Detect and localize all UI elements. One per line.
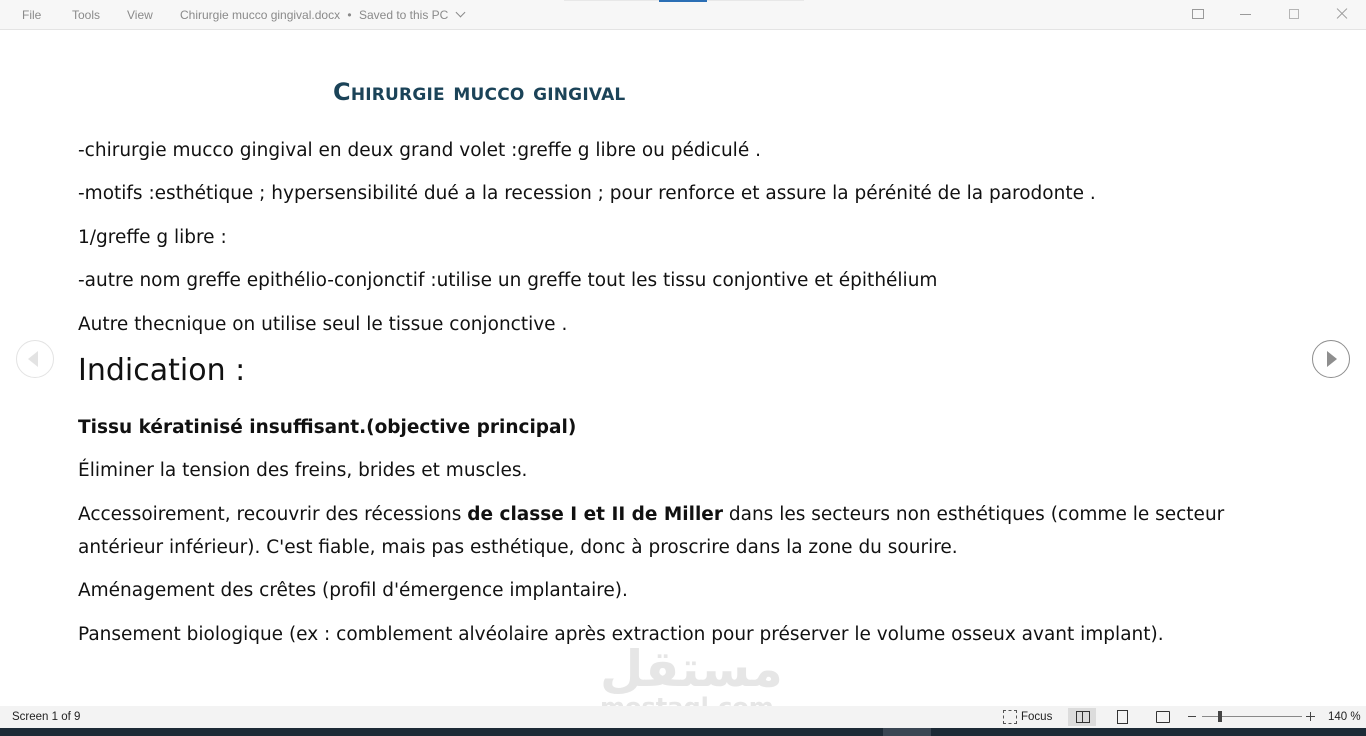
section-heading-indication: Indication : [78, 353, 246, 388]
text-run-bold: de classe I et II de Miller [467, 504, 723, 525]
status-bar [0, 706, 1366, 728]
focus-icon [1003, 710, 1017, 724]
paragraph-indication-4: Aménagement des crêtes (profil d'émergence implantaire). [78, 580, 628, 601]
separator: • [347, 8, 352, 22]
print-layout-button[interactable] [1108, 708, 1136, 726]
save-status: Saved to this PC [358, 8, 449, 22]
menu-tools[interactable]: Tools [72, 8, 101, 22]
read-mode-icon [1076, 711, 1090, 723]
paragraph-indication-5: Pansement biologique (ex : comblement alvéolaire après extraction pour préserver le volume osseux avant implant). [78, 624, 1164, 645]
maximize-icon[interactable] [1283, 4, 1305, 24]
fit-to-window-icon [1192, 9, 1204, 19]
read-mode-button[interactable] [1068, 708, 1096, 726]
paragraph-indication-2: Éliminer la tension des freins, brides et muscles. [78, 460, 528, 481]
watermark-logo: مستقل [600, 640, 783, 698]
next-screen-icon[interactable] [1312, 340, 1350, 378]
paragraph-indication-3 [78, 498, 1298, 564]
minimize-icon[interactable] [1235, 4, 1257, 24]
paragraph-2: -motifs :esthétique ; hypersensibilité dué a la recession ; pour renforce et assure la pérénité de la parodonte . [78, 183, 1096, 204]
title-bar [0, 0, 1366, 30]
text-run: dans les secteurs non esthétiques (comme le secteur antérieur inférieur). C'est fiable, mais pas esthétique, donc à proscrire dans la zone du sourire. [78, 504, 1225, 558]
loading-indicator [659, 0, 707, 2]
zoom-slider[interactable] [1202, 716, 1302, 717]
menu-file[interactable]: File [22, 8, 42, 22]
zoom-out-icon[interactable] [1188, 716, 1196, 717]
paragraph-4: -autre nom greffe epithélio-conjonctif :utilise un greffe tout les tissu conjontive et épithélium [78, 270, 938, 291]
focus-label: Focus [1021, 711, 1053, 723]
zoom-in-icon[interactable] [1306, 712, 1315, 721]
paragraph-5: Autre thecnique on utilise seul le tissue conjonctive . [78, 314, 568, 335]
taskbar-app[interactable] [883, 728, 931, 736]
taskbar [0, 728, 1366, 736]
text-run: Accessoirement, recouvrir des récessions [78, 504, 468, 525]
web-layout-icon [1156, 711, 1170, 723]
fit-to-window-button[interactable] [1187, 4, 1209, 24]
previous-screen-icon[interactable] [16, 340, 54, 378]
document-heading: Chirurgie mucco gingival [333, 78, 626, 106]
print-layout-icon [1117, 710, 1128, 724]
chevron-down-icon [455, 8, 465, 18]
close-icon[interactable] [1331, 4, 1353, 24]
document-title-dropdown[interactable] [180, 8, 464, 22]
paragraph-3: 1/greffe g libre : [78, 227, 227, 248]
web-layout-button[interactable] [1148, 708, 1176, 726]
menu-view[interactable]: View [127, 8, 153, 22]
page-info: Screen 1 of 9 [12, 711, 81, 723]
zoom-slider-thumb[interactable] [1218, 711, 1222, 722]
paragraph-1: -chirurgie mucco gingival en deux grand volet :greffe g libre ou pédiculé . [78, 140, 761, 161]
document-name: Chirurgie mucco gingival.docx [180, 8, 341, 22]
paragraph-indication-1: Tissu kératinisé insuffisant.(objective principal) [78, 417, 577, 438]
zoom-level[interactable]: 140 % [1328, 711, 1361, 723]
